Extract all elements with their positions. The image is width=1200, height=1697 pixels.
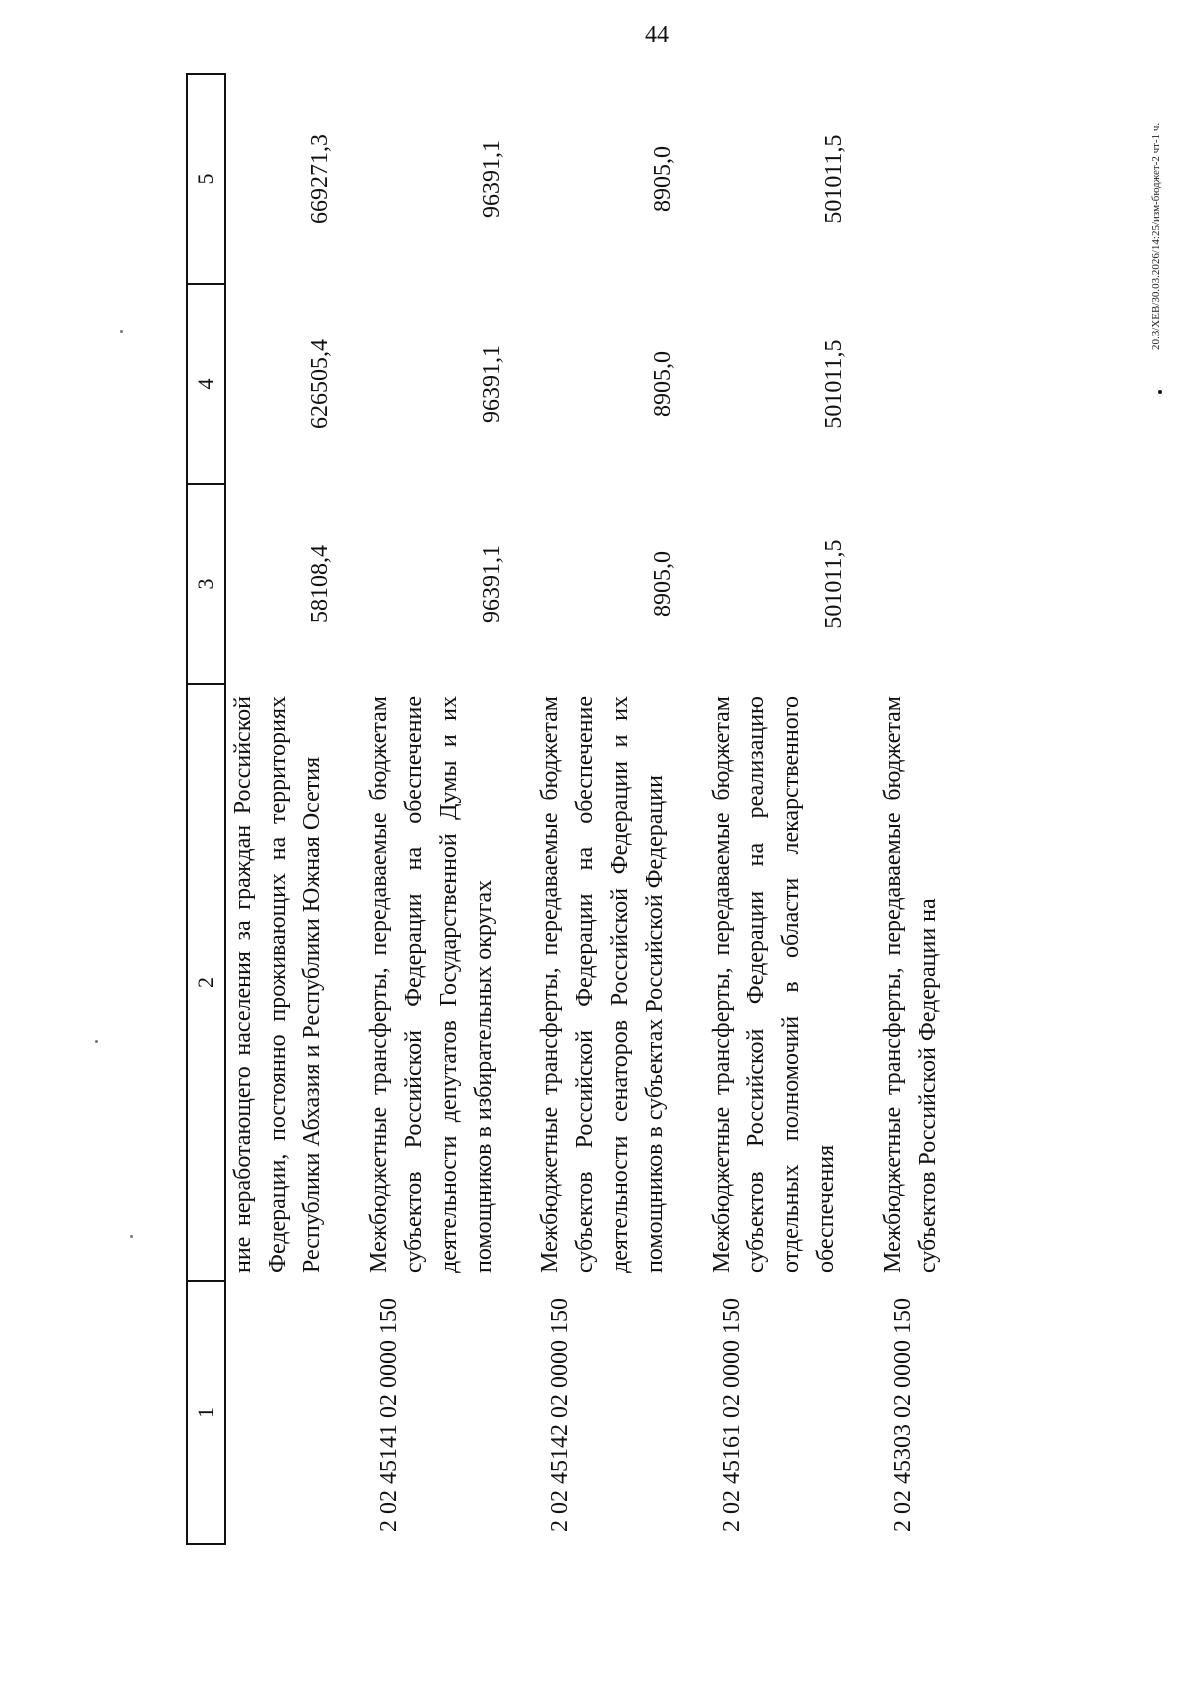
table-row: [225, 74, 358, 1544]
column-header: 5: [187, 74, 225, 284]
table-row: [872, 74, 974, 1544]
row-value-col4: 8905,0: [649, 351, 676, 417]
column-header: 1: [187, 1281, 225, 1544]
table-header-row: [187, 74, 225, 1544]
table-row: [529, 74, 700, 1544]
row-code: 2 02 45303 02 0000 150: [889, 1298, 916, 1532]
row-value-col4: 501011,5: [821, 339, 848, 429]
page-number: 44: [645, 22, 669, 48]
column-header: 4: [187, 284, 225, 484]
row-value-col5: 8905,0: [649, 146, 676, 212]
row-code: 2 02 45161 02 0000 150: [718, 1298, 745, 1532]
row-value-col3: 501011,5: [821, 539, 848, 629]
footer-code: 20.3/XEB/30.03.2026/14:25/изм-бюджет-2 чт-1 ч.: [1150, 122, 1162, 350]
row-value-col5: 669271,3: [307, 134, 334, 224]
row-value-col3: 58108,4: [307, 545, 334, 623]
row-value-col4: [872, 284, 974, 484]
scan-speck: [130, 1235, 133, 1238]
row-value-col5: [872, 74, 974, 284]
row-code: [225, 1281, 358, 1544]
row-value-col5: 501011,5: [821, 134, 848, 224]
scan-speck: [120, 330, 123, 333]
footer-mark: [1158, 390, 1162, 394]
row-value-col5: 96391,1: [478, 140, 505, 218]
row-value-col3: 8905,0: [649, 551, 676, 617]
row-value-col3: 96391,1: [478, 545, 505, 623]
row-description: Межбюджетные трансферты, передаваемые бюджетам субъектов Российской Федерации на обеспечение деятельности депутатов Государственной Думы и их помощников в избирательных округах: [366, 696, 497, 1273]
row-description: Межбюджетные трансферты, передаваемые бюджетам субъектов Российской Федерации на реализацию отдельных полномочий в области лекарственного обеспечения: [708, 696, 840, 1273]
row-value-col3: [872, 484, 974, 684]
column-header: 2: [187, 684, 225, 1281]
row-code: 2 02 45142 02 0000 150: [547, 1298, 574, 1532]
row-description: Межбюджетные трансферты, передаваемые бюджетам субъектов Российской Федерации на: [879, 696, 941, 1273]
row-description: ние неработающего населения за граждан Российской Федерации, постоянно проживающих на территориях Республики Абхазия и Республики Южная Осетия: [229, 696, 326, 1273]
table-row: [358, 74, 529, 1544]
row-code: 2 02 45141 02 0000 150: [376, 1298, 403, 1532]
rotated-table-container: [186, 75, 1086, 1545]
row-value-col4: 626505,4: [307, 339, 334, 429]
row-value-col4: 96391,1: [478, 345, 505, 423]
row-description: Межбюджетные трансферты, передаваемые бюджетам субъектов Российской Федерации на обеспечение деятельности сенаторов Российской Федерации и их помощников в субъектах Российской Федерации: [537, 696, 668, 1273]
scan-speck: [95, 1040, 98, 1043]
table-row: [701, 74, 872, 1544]
column-header: 3: [187, 484, 225, 684]
budget-table: [186, 73, 973, 1545]
